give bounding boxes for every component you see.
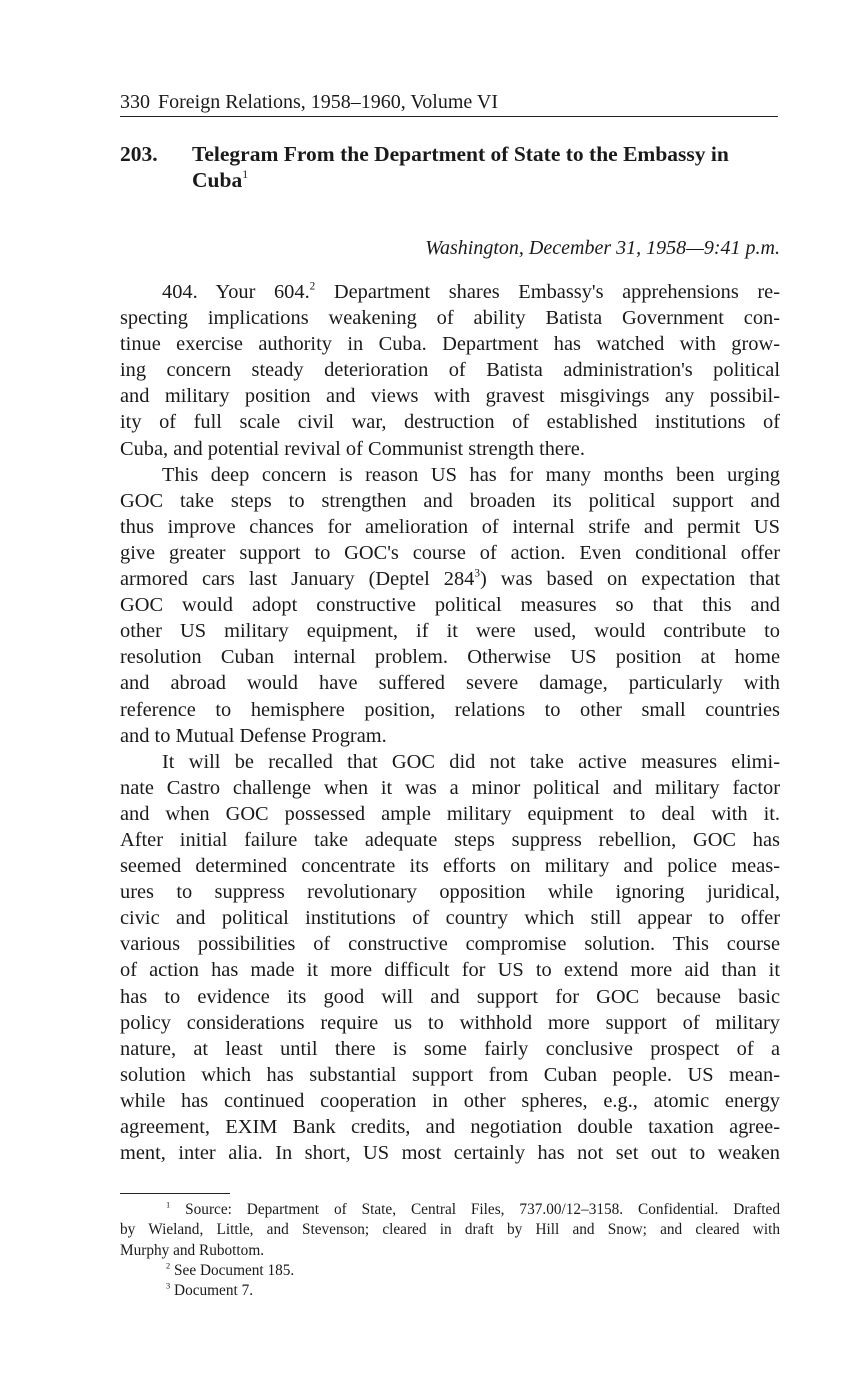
footnote-mark: 2 [166,1261,171,1271]
text-run: 404. Your 604. [162,281,310,303]
text-line: tinue exercise authority in Cuba. Department has watched with grow- [120,333,780,356]
text-line: policy considerations require us to withhold more support of military [120,1011,780,1034]
text-line: ing concern steady deterioration of Batista administration's political [120,359,780,382]
text-line: This deep concern is reason US has for many months been urging [162,463,780,486]
text-line: After initial failure take adequate steps suppress rebellion, GOC has [120,828,780,851]
text-line: GOC take steps to strengthen and broaden its political support and [120,489,780,512]
page-number: 330 [120,91,150,113]
paragraph-2 [120,462,780,749]
text-line: GOC would adopt constructive political measures so that this and [120,594,780,617]
text-line: civic and political institutions of country which still appear to offer [120,907,780,930]
text-line: of action has made it more difficult for US to extend more aid than it [120,959,780,982]
text-line: ures to suppress revolutionary opposition while ignoring juridical, [120,881,780,904]
text-run: Document 7. [170,1282,254,1300]
text-line: thus improve chances for amelioration of internal strife and permit US [120,515,780,538]
text-line: ment, inter alia. In short, US most certainly has not set out to weaken [120,1142,780,1165]
volume-title: Foreign Relations, 1958–1960, Volume VI [158,91,498,113]
text-line: and military position and views with gravest misgivings any possibil- [120,385,780,408]
text-line: Cuba, and potential revival of Communist strength there. [120,437,585,460]
paragraph-3 [120,749,780,1167]
footnote-mark: 1 [166,1200,171,1210]
text-line: agreement, EXIM Bank credits, and negotiation double taxation agree- [120,1116,780,1138]
text-run: armored cars last January (Deptel 284 [120,568,475,591]
text-run: See Document 185. [170,1261,295,1279]
text-line: ity of full scale civil war, destruction of established institutions of [120,411,780,434]
text-run: Source: Department of State, Central Files, 737.00/12–3158. Confidential. Drafted [170,1201,780,1218]
footnote-ref-1: 1 [242,167,249,182]
text-line: resolution Cuban internal problem. Otherwise US position at home [120,646,780,669]
footnotes [120,1200,780,1301]
footnote-mark: 3 [166,1281,171,1291]
paragraph-1 [120,279,780,462]
footnote-ref-2: 2 [309,280,316,293]
text-line: and when GOC possessed ample military equipment to deal with it. [120,802,780,825]
text-line: It will be recalled that GOC did not take active measures elimi- [162,750,780,773]
text-line: while has continued cooperation in other spheres, e.g., atomic energy [120,1089,780,1112]
footnote-1 [120,1200,780,1220]
dateline: Washington, December 31, 1958—9:41 p.m. [425,237,780,259]
telegram-body [120,279,780,1166]
text-line: solution which has substantial support from Cuban people. US mean- [120,1063,780,1086]
text-line: and to Mutual Defense Program. [120,724,387,747]
footnote-3 [120,1281,780,1301]
text-line: give greater support to GOC's course of action. Even conditional offer [120,541,780,564]
footnote-line: Murphy and Rubottom. [120,1241,265,1259]
text-line: reference to hemisphere position, relations to other small countries [120,698,780,721]
text-run: ) was based on expectation that [479,568,780,591]
footnote-2 [120,1261,780,1281]
text-line [120,279,780,305]
text-line: nate Castro challenge when it was a minor political and military factor [120,776,780,799]
footnote-divider [120,1193,230,1194]
running-head [120,88,778,117]
document-title-text: Telegram From the Department of State to the Embassy in Cuba [192,142,729,192]
document-number: 203. [120,142,158,166]
document-title [192,141,782,193]
text-line [120,566,780,592]
text-line: various possibilities of constructive compromise solution. This course [120,933,780,956]
text-line: has to evidence its good will and support for GOC because basic [120,985,780,1008]
text-line: other US military equipment, if it were used, would contribute to [120,620,780,643]
text-line: specting implications weakening of ability Batista Government con- [120,307,780,330]
text-line: seemed determined concentrate its efforts on military and police meas- [120,855,780,878]
text-run: Department shares Embassy's apprehensions re- [315,281,780,303]
footnote-line: by Wieland, Little, and Stevenson; cleared in draft by Hill and Snow; and cleared with [120,1221,780,1239]
text-line: nature, at least until there is some fairly conclusive prospect of a [120,1037,780,1060]
text-line: and abroad would have suffered severe damage, particularly with [120,672,780,695]
footnote-ref-3: 3 [474,567,480,580]
